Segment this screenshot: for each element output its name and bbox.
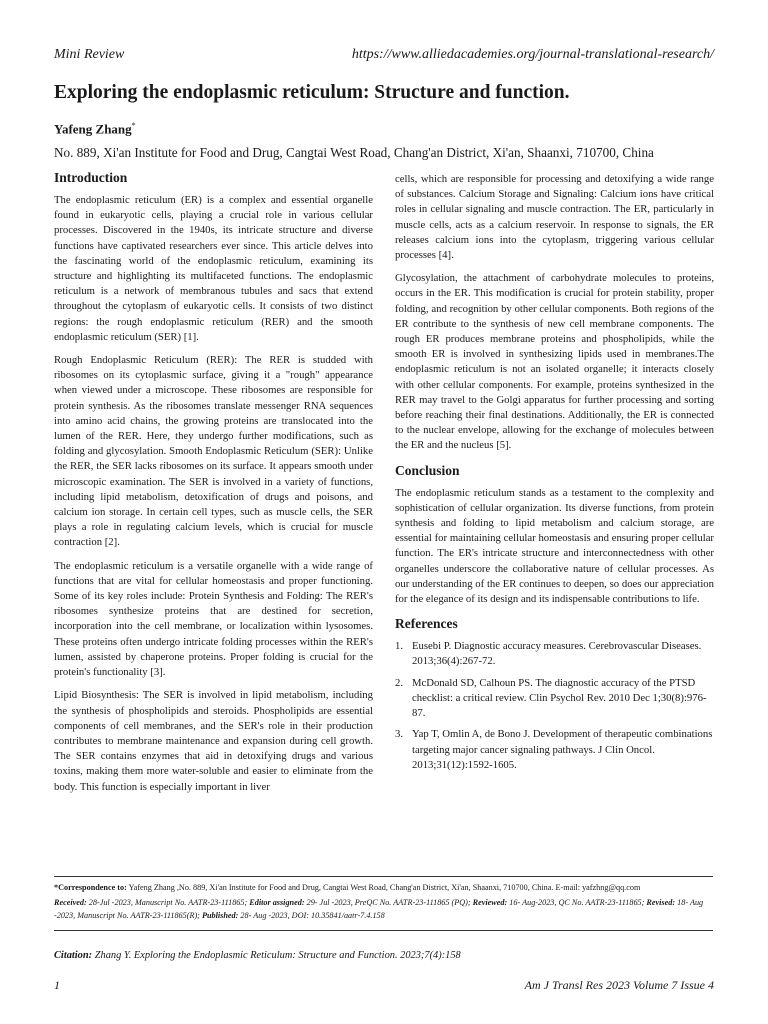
author-affiliation: No. 889, Xi'an Institute for Food and Drug, Cangtai West Road, Chang'an District, Xi'an, Shaanxi, 710700, China [54, 145, 654, 160]
reference-item [395, 727, 714, 773]
footnote-divider [54, 876, 713, 877]
left-column [54, 169, 373, 803]
date-label: Revised: [646, 898, 676, 907]
citation-divider [54, 930, 713, 931]
date-value: 29- Jul -2023, PreQC No. AATR-23-111865 (PQ); [306, 898, 471, 907]
reference-item [395, 676, 714, 722]
citation-text: Zhang Y. Exploring the Endoplasmic Reticulum: Structure and Function. 2023;7(4):158 [94, 950, 461, 961]
correspondence-text: Yafeng Zhang ,No. 889, Xi'an Institute for Food and Drug, Cangtai West Road, Chang'an District, Xi'an, Shaanxi, 710700, China. E-mail: yafzhng@qq.com [128, 883, 641, 892]
intro-paragraph: Lipid Biosynthesis: The SER is involved in lipid metabolism, including the synthesis of phospholipids and steroids. Phospholipids are essential components of cell membranes, and the SER's role in their production contributes to membrane maintenance and expansion during cell growth. The SER contains enzymes that aid in detoxifying drugs and various toxins, making them more water-soluble and easier to eliminate from the body. This function is especially important in liver [54, 689, 373, 793]
journal-url-link[interactable]: https://www.alliedacademies.org/journal-translational-research/ [351, 47, 714, 62]
references-heading: References [395, 616, 458, 632]
intro-paragraph: Glycosylation, the attachment of carbohydrate molecules to proteins, occurs in the ER. This modification is crucial for protein stability, proper folding, and recognition by other cellular components. Both regions of the ER contribute to the synthesis of new cell membrane components. The rough ER produces membrane proteins and phospholipids, while the smooth ER is involved in synthesizing lipids used in membranes.The endoplasmic reticulum is not an isolated organelle; it interacts closely with other cellular components. For example, proteins synthesized in the RER may travel to the Golgi apparatus for further processing and sorting before reaching their final destinations. Additionally, the ER is connected to the nuclear envelope, allowing for the exchange of molecules between the ER and the nucleus [5]. [395, 272, 714, 452]
reference-text: McDonald SD, Calhoun PS. The diagnostic accuracy of the PTSD checklist: a critical review. Clin Psychol Rev. 2010 Dec 1;30(8):976-87. [412, 676, 707, 720]
date-value: 18- Aug -2023, Manuscript No. AATR-23-111865(R); [54, 898, 704, 920]
intro-paragraph: The endoplasmic reticulum is a versatile organelle with a wide range of functions that are vital for cellular homeostasis and proper functioning. Some of its key roles include: Protein Synthesis and Folding: The RER's ribosomes synthesize proteins that are destined for secretion, incorporation into the cell membrane, or localization within lysosomes. These proteins often undergo intricate folding processes within the RER's lumen, assisted by chaperone proteins. Proper folding is crucial for the protein's functionality [3]. [54, 559, 373, 679]
reference-text: Yap T, Omlin A, de Bono J. Development of therapeutic combinations targeting major cancer signaling pathways. J Clin Oncol. 2013;31(12):1592-1605. [412, 728, 713, 771]
journal-reference: Am J Transl Res 2023 Volume 7 Issue 4 [524, 978, 714, 992]
introduction-heading: Introduction [54, 170, 128, 185]
right-column [395, 172, 714, 779]
reference-number: 1. [395, 640, 404, 653]
manuscript-dates [54, 897, 714, 922]
citation-line [54, 950, 461, 961]
correspondence-label: *Correspondence to: [54, 883, 127, 892]
page-number: 1 [54, 978, 60, 992]
article-title: Exploring the endoplasmic reticulum: Structure and function. [54, 82, 570, 103]
reference-item [395, 639, 714, 669]
date-label: Received: [54, 898, 87, 907]
date-label: Published: [201, 910, 239, 920]
author-name: Yafeng Zhang [54, 121, 132, 137]
conclusion-heading: Conclusion [395, 462, 460, 478]
conclusion-paragraph: The endoplasmic reticulum stands as a testament to the complexity and sophistication of cellular organization. Its diverse functions, from protein synthesis and folding to lipid metabolism and calcium storage, are essential for maintaining cellular homeostasis and ensuring proper cellular function. The ER's intricate structure and interconnectedness with other organelles underscore the collaborative nature of cellular processes. As our understanding of the ER continues to deepen, so does our appreciation for the elegance of its design and its indispensable contributions to life. [395, 486, 714, 606]
correspondence-note [54, 882, 714, 895]
article-type-label: Mini Review [54, 47, 125, 62]
date-label: Editor assigned: [249, 898, 305, 907]
intro-paragraph: Rough Endoplasmic Reticulum (RER): The RER is studded with ribosomes on its cytoplasmic surface, giving it a "rough" appearance when viewed under a microscope. These ribosomes are responsible for protein synthesis. As the ribosomes translate messenger RNA sequences into amino acid chains, the growing proteins are translocated into the lumen of the RER. Here, they undergo further modifications, such as folding and glycosylation. Smooth Endoplasmic Reticulum (SER): Unlike the RER, the SER lacks ribosomes on its surface. It appears smooth under microscopic examination. The SER is involved in a variety of functions, including lipid metabolism, detoxification of drugs and poisons, and calcium ion storage. In certain cell types, such as muscle cells, the SER plays a role in regulating calcium levels, which is crucial for muscle contraction [2]. [54, 354, 373, 549]
date-value: 28- Aug -2023, DOI: 10.35841/aatr-7.4.158 [240, 910, 385, 920]
reference-number: 3. [395, 728, 404, 741]
date-value: 28-Jul -2023, Manuscript No. AATR-23-111865; [88, 898, 248, 907]
date-value: 16- Aug-2023, QC No. AATR-23-111865; [509, 898, 645, 907]
reference-number: 2. [395, 676, 404, 689]
intro-paragraph: The endoplasmic reticulum (ER) is a complex and essential organelle found in eukaryotic cells, playing a crucial role in various cellular processes. Discovered in the 1940s, its intricate structure and diverse functions have captivated researchers ever since. This article delves into the fascinating world of the endoplasmic reticulum, examining its structure and highlighting its multifaceted functions. The endoplasmic reticulum is a network of membranous tubules and sacs that extend throughout the cytoplasm of eukaryotic cells. It consists of two distinct regions: the rough endoplasmic reticulum (RER) and the smooth endoplasmic reticulum (SER) [1]. [54, 194, 373, 343]
author-mark: * [131, 121, 136, 130]
citation-label: Citation: [54, 950, 93, 961]
date-label: Reviewed: [472, 898, 508, 907]
intro-paragraph: cells, which are responsible for processing and detoxifying a wide range of substances. Calcium Storage and Signaling: Calcium ions have critical roles in cellular signaling and muscle contraction. The ER, particularly in muscle cells, acts as a calcium reservoir. In response to signals, the ER releases calcium ions into the cytoplasm, triggering various cellular processes [4]. [395, 173, 714, 262]
reference-list [395, 639, 714, 773]
author-line [54, 121, 136, 137]
reference-text: Eusebi P. Diagnostic accuracy measures. Cerebrovascular Diseases. 2013;36(4):267-72. [412, 640, 702, 668]
